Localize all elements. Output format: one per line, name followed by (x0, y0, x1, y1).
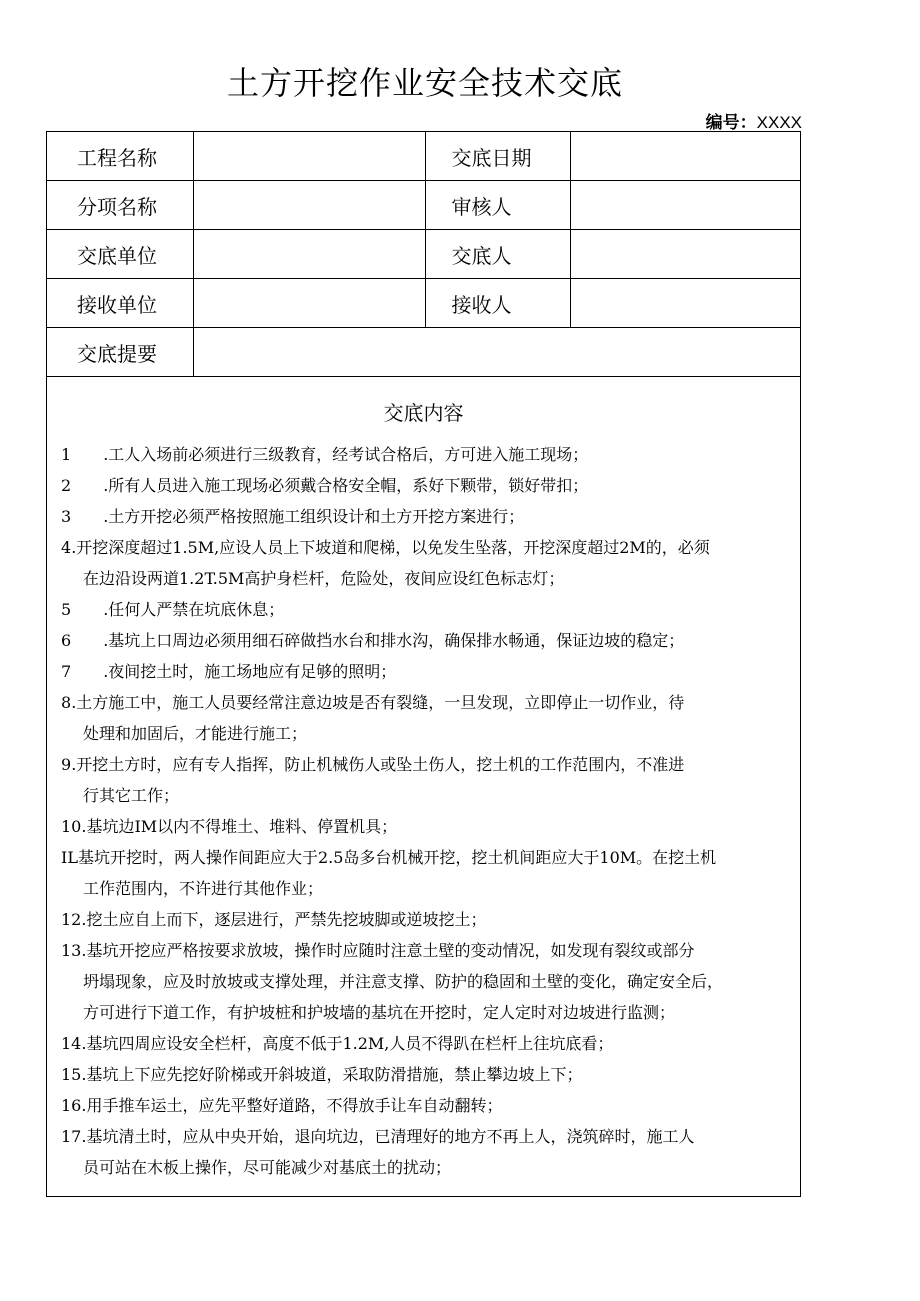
item-text-continuation: 工作范围内，不许进行其他作业； (83, 879, 324, 898)
list-item (61, 439, 801, 470)
code-value: XXXX (756, 113, 802, 132)
table-row (47, 279, 800, 328)
list-item (61, 1090, 801, 1121)
document-title: 土方开挖作业安全技术交底 (226, 64, 623, 102)
table-row (47, 132, 800, 181)
item-text: .夜间挖土时，施工场地应有足够的照明； (103, 662, 397, 681)
item-text: .土方开挖必须严格按照施工组织设计和土方开挖方案进行； (103, 507, 525, 526)
list-item (61, 625, 801, 656)
item-text: 用手推车运土，应先平整好道路，不得放手让车自动翻转； (86, 1096, 503, 1115)
item-number: 16. (61, 1096, 87, 1115)
item-number: 17. (61, 1127, 87, 1146)
item-text: .开挖深度超过1.5M,应设人员上下坡道和爬梯，以免发生坠落，开挖深度超过2M的，必须 (71, 538, 710, 557)
list-item (61, 687, 801, 749)
field-receiving-unit[interactable] (193, 279, 425, 328)
list-item (61, 1059, 801, 1090)
item-text-continuation: 行其它工作； (83, 786, 180, 805)
item-number: 14. (61, 1034, 87, 1053)
label-receiver: 接收人 (425, 279, 570, 328)
item-text: 基坑边IM以内不得堆土、堆料、停置机具； (86, 817, 398, 836)
field-sub-item-name[interactable] (193, 181, 425, 230)
list-item (61, 656, 801, 687)
item-number: 5 (61, 600, 104, 619)
item-number: 6 (61, 631, 104, 650)
field-receiver[interactable] (570, 279, 800, 328)
table-row (47, 230, 800, 279)
item-text: 基坑清土时，应从中央开始，退向坑边，已清理好的地方不再上人，浇筑碎时，施工人 (86, 1127, 695, 1146)
list-item (61, 594, 801, 625)
item-text: .基坑上口周边必须用细石碎做挡水台和排水沟，确保排水畅通，保证边坡的稳定； (103, 631, 685, 650)
item-number: 10. (61, 817, 87, 836)
list-item (61, 1028, 801, 1059)
item-number: IL (61, 848, 78, 867)
table-row (47, 181, 800, 230)
document-code (706, 108, 802, 133)
item-text-continuation: 员可站在木板上操作，尽可能减少对基底土的扰动； (83, 1158, 452, 1177)
item-number: 2 (61, 476, 104, 495)
item-number: 1 (61, 445, 104, 464)
item-text-continuation: 方可进行下道工作，有护坡桩和护坡墙的基坑在开挖时，定人定时对边坡进行监测； (83, 1003, 676, 1022)
label-disclosure-date: 交底日期 (425, 132, 570, 181)
item-number: 7 (61, 662, 104, 681)
item-text: 基坑四周应设安全栏杆，高度不低于1.2M,人员不得趴在栏杆上往坑底看； (86, 1034, 614, 1053)
list-item (61, 470, 801, 501)
list-item (61, 501, 801, 532)
item-text: 基坑开挖应严格按要求放坡，操作时应随时注意土壁的变动情况，如发现有裂纹或部分 (86, 941, 695, 960)
label-discloser: 交底人 (425, 230, 570, 279)
label-reviewer: 审核人 (425, 181, 570, 230)
field-reviewer[interactable] (570, 181, 800, 230)
item-number: 3 (61, 507, 104, 526)
item-number: 9 (61, 755, 72, 774)
item-number: 13. (61, 941, 87, 960)
item-text-continuation: 坍塌现象，应及时放坡或支撑处理，并注意支撑、防护的稳固和土壁的变化，确定安全后， (83, 972, 724, 991)
label-project-name: 工程名称 (47, 132, 193, 181)
list-item (61, 935, 801, 1028)
disclosure-sheet (46, 131, 801, 1197)
field-disclosure-date[interactable] (570, 132, 800, 181)
label-receiving-unit: 接收单位 (47, 279, 193, 328)
item-text: .工人入场前必须进行三级教育，经考试合格后，方可进入施工现场； (103, 445, 589, 464)
list-item (61, 532, 801, 594)
item-number: 15. (61, 1065, 87, 1084)
item-text-continuation: 在边沿设两道1.2T.5M高护身栏杆，危险处，夜间应设红色标志灯； (83, 569, 565, 588)
content-list (47, 439, 800, 1183)
info-table (47, 132, 800, 377)
table-row (47, 328, 800, 377)
label-disclosing-unit: 交底单位 (47, 230, 193, 279)
item-text: .土方施工中，施工人员要经常注意边坡是否有裂缝，一旦发现，立即停止一切作业，待 (71, 693, 685, 712)
list-item (61, 1121, 801, 1183)
field-disclosing-unit[interactable] (193, 230, 425, 279)
code-label: 编号： (705, 113, 757, 133)
list-item (61, 811, 801, 842)
item-text-continuation: 处理和加固后，才能进行施工； (83, 724, 308, 743)
list-item (61, 749, 801, 811)
item-number: 12. (61, 910, 87, 929)
item-text: 基坑开挖时，两人操作间距应大于2.5岛多台机械开挖，挖土机间距应大于10M。在挖土机 (77, 848, 717, 867)
item-number: 4 (61, 538, 72, 557)
item-text: .开挖土方时，应有专人指挥，防止机械伤人或坠土伤人，挖土机的工作范围内，不准进 (71, 755, 685, 774)
label-disclosure-summary: 交底提要 (47, 328, 193, 377)
content-title: 交底内容 (383, 401, 464, 425)
item-text: .所有人员进入施工现场必须戴合格安全帽，系好下颗带，锁好带扣； (103, 476, 589, 495)
item-text: .任何人严禁在坑底休息； (103, 600, 285, 619)
item-text: 挖土应自上而下，逐层进行，严禁先挖坡脚或逆坡挖土； (86, 910, 487, 929)
item-text: 基坑上下应先挖好阶梯或开斜坡道，采取防滑措施，禁止攀边坡上下； (86, 1065, 583, 1084)
item-number: 8 (61, 693, 72, 712)
label-sub-item-name: 分项名称 (47, 181, 193, 230)
list-item (61, 842, 801, 904)
list-item (61, 904, 801, 935)
field-project-name[interactable] (193, 132, 425, 181)
field-discloser[interactable] (570, 230, 800, 279)
field-disclosure-summary[interactable] (193, 328, 800, 377)
